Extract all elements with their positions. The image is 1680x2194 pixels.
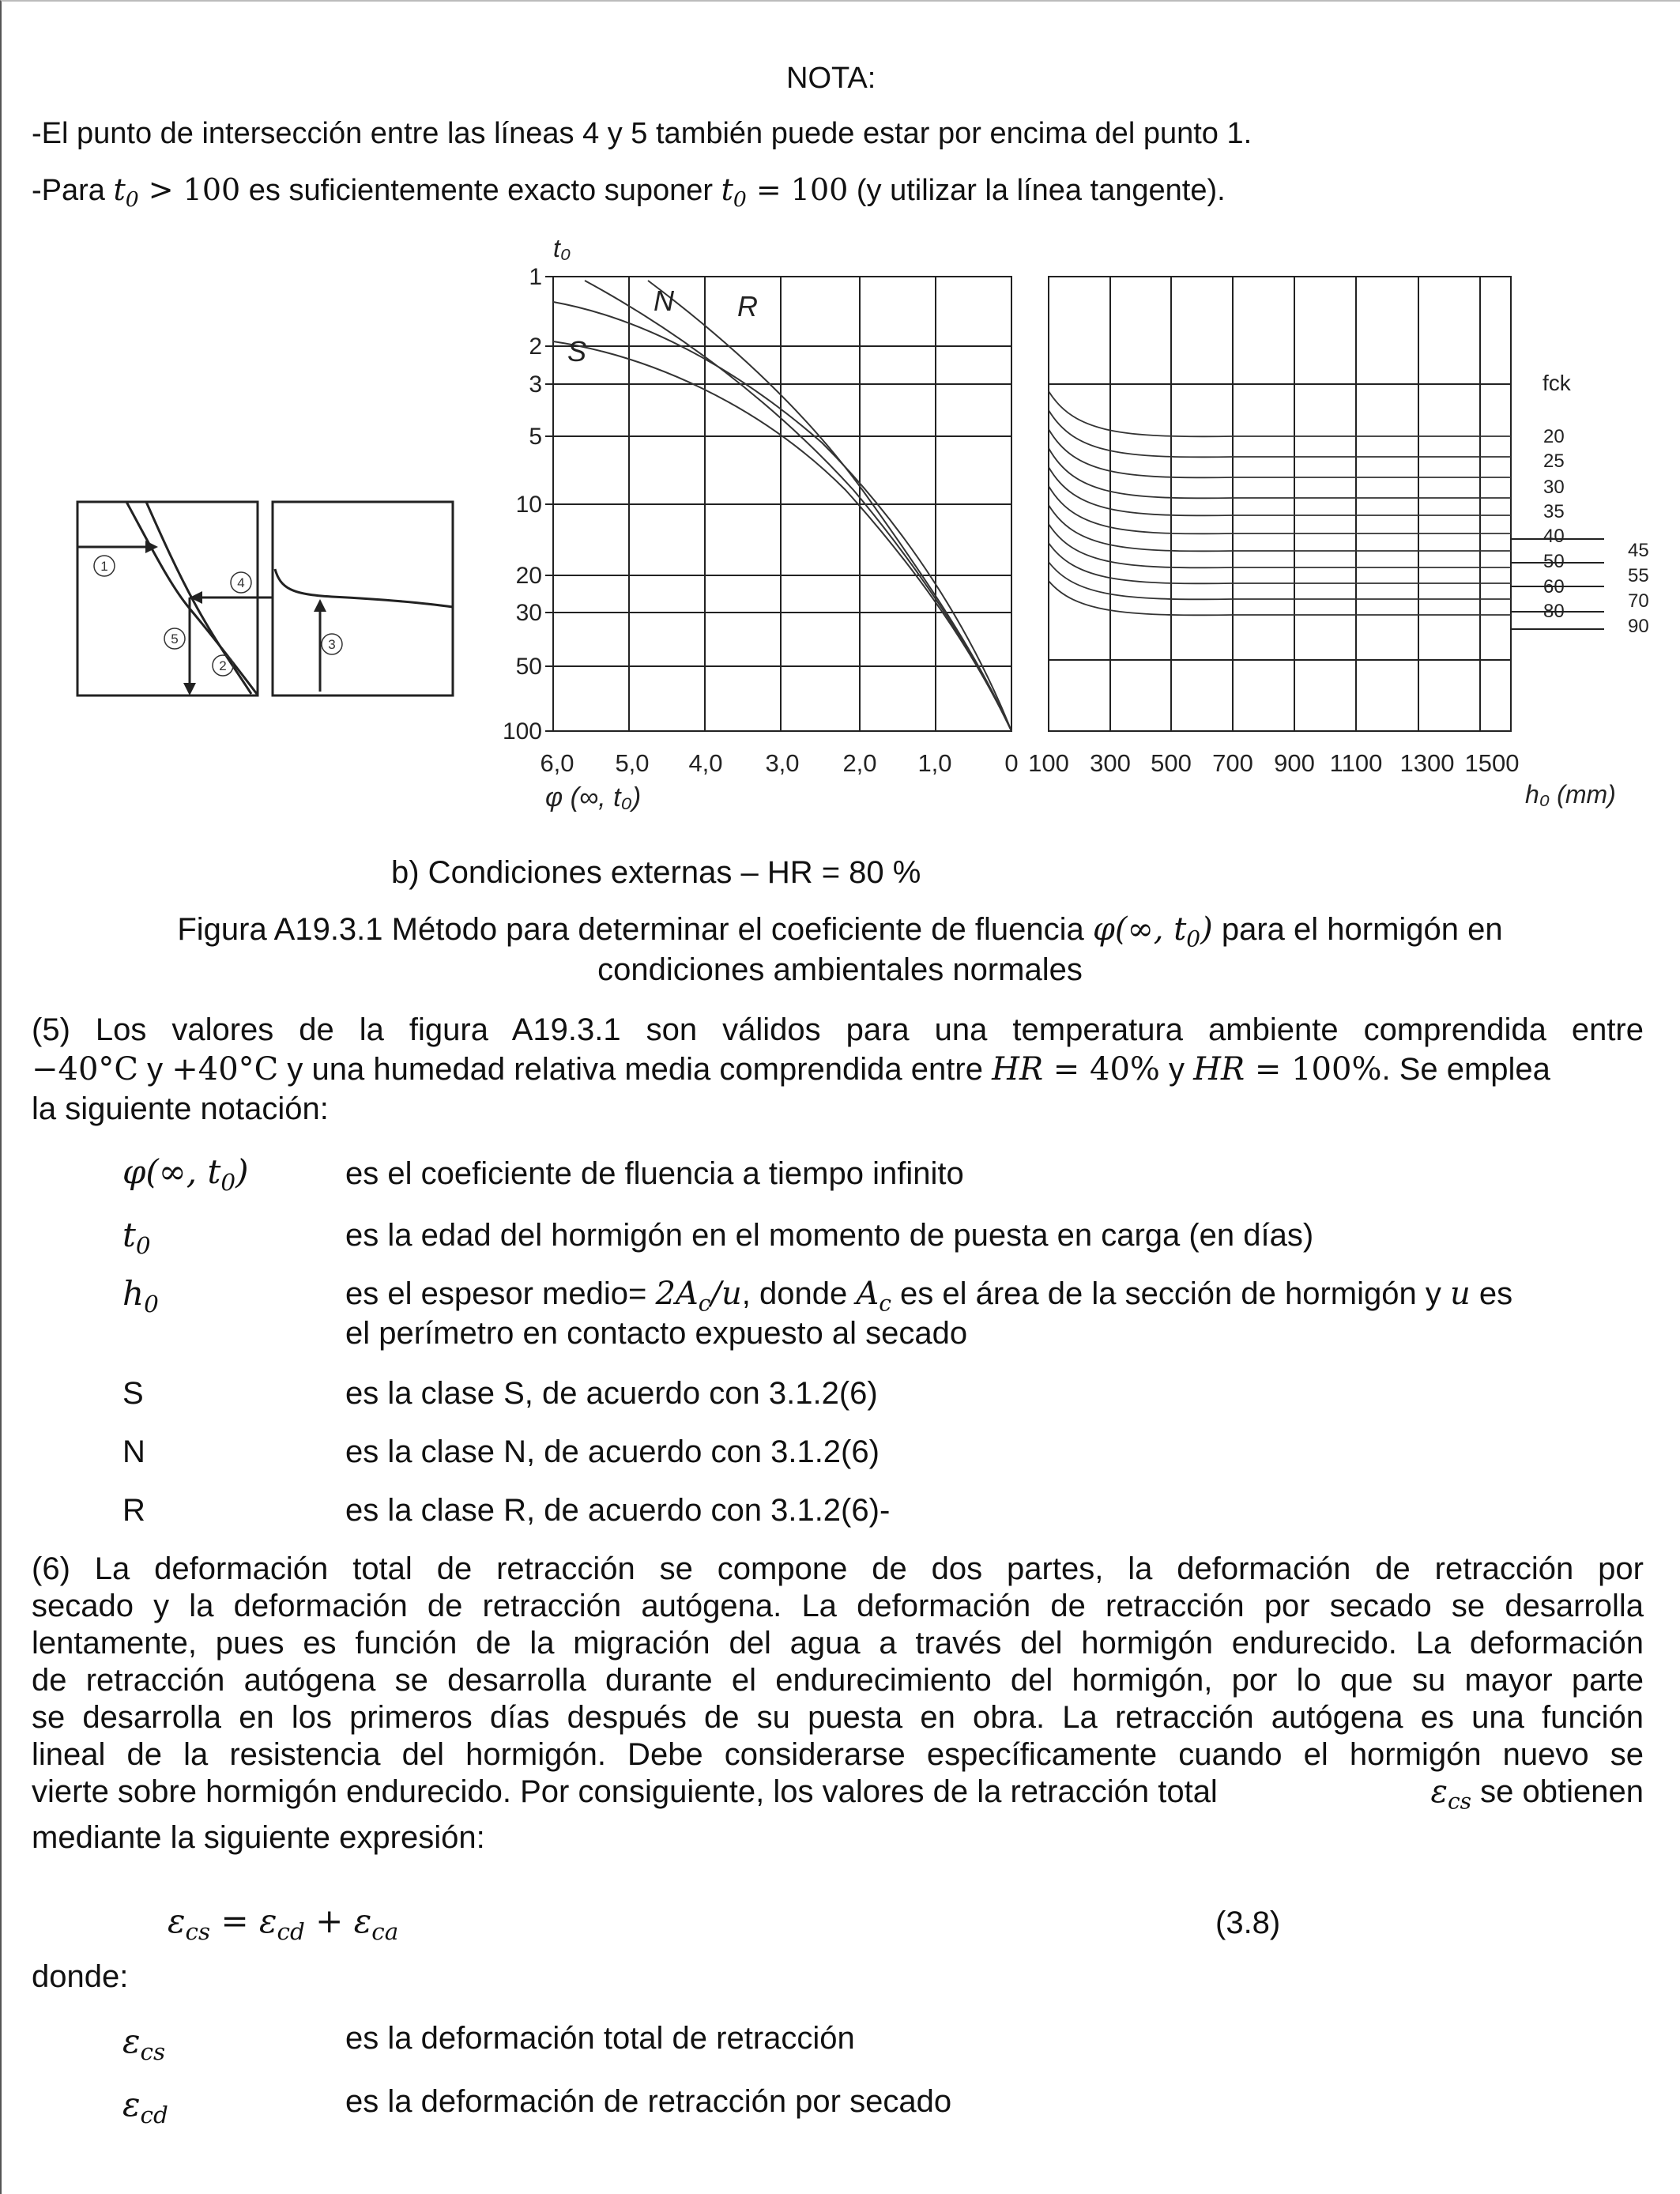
- right-chart-frame: [1049, 277, 1511, 731]
- y-axis-title: t₀: [553, 234, 571, 262]
- x-tick-label: 1,0: [917, 749, 952, 777]
- eps: ε: [353, 1902, 372, 1940]
- sym-sub: 0: [144, 1290, 159, 1318]
- right-chart: [1028, 277, 1649, 809]
- equation-3-8: [168, 1903, 398, 1950]
- def-symbol-h0: [122, 1276, 159, 1322]
- note-title: NOTA:: [786, 62, 876, 95]
- def2-text-ecs: es la deformación total de retracción: [345, 2021, 855, 2056]
- def-text-h0-line-2: el perímetro en contacto expuesto al secado: [345, 1316, 968, 1351]
- math: A: [856, 1276, 880, 1312]
- math-t: t: [113, 172, 126, 207]
- para6-line: lineal de la resistencia del hormigón. Debe considerarse específicamente cuando el hormigón nuevo se: [32, 1737, 1644, 1772]
- para5-line-2: [32, 1051, 1644, 1088]
- schematic-label: 3: [328, 637, 336, 652]
- curve-label: R: [737, 290, 758, 322]
- math-t: t: [721, 172, 733, 207]
- text: y: [1159, 1052, 1194, 1087]
- fck-label: 20: [1543, 426, 1565, 447]
- plus: +: [304, 1902, 354, 1940]
- def-symbol-t0: [122, 1217, 151, 1264]
- curve-n: [585, 281, 1011, 731]
- sym-sub: cs: [140, 2038, 166, 2065]
- math: u: [1449, 1276, 1471, 1312]
- text: vierte sobre hormigón endurecido. Por consiguiente, los valores de la retracción total: [32, 1774, 1218, 1809]
- math-sub: c: [879, 1290, 891, 1317]
- x-tick-label-right: 900: [1274, 749, 1315, 777]
- schematic-label: 5: [171, 631, 179, 647]
- sym-sub: 0: [220, 1168, 236, 1196]
- curve-s: [553, 341, 1011, 731]
- eps-sub: ca: [371, 1917, 399, 1945]
- creep-coefficient-figure: [0, 221, 1680, 846]
- caption-text: Figura A19.3.1 Método para determinar el coeficiente de fluencia: [177, 912, 1093, 947]
- math-eq: = 100: [746, 172, 849, 207]
- para5-line-2-content: [32, 1051, 1550, 1088]
- arrowhead: [183, 683, 196, 696]
- sym: φ(∞, t: [122, 1152, 221, 1191]
- x-axis-title: φ (∞, t₀): [545, 782, 642, 812]
- fck-label-col2: 55: [1628, 565, 1649, 586]
- caption-math-sub: 0: [1186, 925, 1201, 952]
- fck-title: fck: [1543, 371, 1571, 395]
- sym-sub: 0: [135, 1231, 151, 1259]
- math-end: /u: [710, 1276, 742, 1312]
- x-axis-title-right: h₀ (mm): [1525, 780, 1616, 809]
- def-text-r: es la clase R, de acuerdo con 3.1.2(6)-: [345, 1493, 891, 1528]
- def-symbol-r: R: [122, 1493, 145, 1528]
- sym-end: ): [235, 1152, 249, 1191]
- x-tick-label: 0: [1004, 749, 1019, 777]
- eps: ε: [259, 1902, 277, 1940]
- x-tick-label: 4,0: [688, 749, 723, 777]
- math-sub: c: [698, 1290, 711, 1317]
- def-symbol-phi: [122, 1154, 248, 1201]
- caption-math: φ(∞, t: [1092, 911, 1187, 948]
- fck-curve: [1049, 410, 1511, 457]
- arrowhead: [190, 591, 202, 604]
- math-sub: 0: [125, 187, 139, 212]
- para5-line-3: la siguiente notación:: [32, 1091, 329, 1126]
- x-tick-label: 6,0: [540, 749, 574, 777]
- fck-label: 25: [1543, 450, 1565, 472]
- def-symbol-s: S: [122, 1376, 144, 1411]
- sym: t: [122, 1216, 136, 1254]
- text: es: [1470, 1276, 1513, 1311]
- text: es el espesor medio=: [345, 1276, 656, 1311]
- math-value: = 100%: [1245, 1051, 1382, 1088]
- math-value: = 40%: [1043, 1051, 1160, 1088]
- math-temp: −40°C: [32, 1051, 139, 1088]
- def2-symbol-ecs: [122, 2023, 165, 2070]
- para6-line: lentamente, pues es función de la migración del agua a través del hormigón endurecido. La deformación: [32, 1626, 1644, 1661]
- fck-label: 60: [1543, 576, 1565, 598]
- def-text-phi: es el coeficiente de fluencia a tiempo infinito: [345, 1156, 964, 1191]
- text: es el área de la sección de hormigón y: [891, 1276, 1450, 1311]
- math-sub: 0: [733, 187, 747, 212]
- x-tick-label-right: 300: [1090, 749, 1131, 777]
- figure-caption-line-1: [0, 911, 1680, 957]
- fck-curve: [1049, 467, 1511, 515]
- x-tick-label-right: 500: [1151, 749, 1192, 777]
- fck-label: 30: [1543, 477, 1565, 498]
- fck-label: 50: [1543, 551, 1565, 572]
- text: y: [138, 1052, 172, 1087]
- math-hr: HR: [992, 1051, 1044, 1088]
- math-gt: > 100: [138, 172, 241, 207]
- fck-curve: [1049, 581, 1511, 615]
- math-temp: +40°C: [171, 1051, 279, 1088]
- fck-label: 80: [1543, 601, 1565, 622]
- caption-text-b: para el hormigón en: [1212, 912, 1503, 947]
- para6-line: de retracción autógena se desarrolla durante el endurecimiento del hormigón, por lo que su mayor parte: [32, 1663, 1644, 1698]
- curve-label: S: [567, 335, 587, 368]
- y-tick-label: 10: [515, 492, 542, 518]
- x-tick-label-right: 1500: [1464, 749, 1520, 777]
- math: ε: [1430, 1774, 1448, 1810]
- y-tick-label: 20: [515, 563, 542, 589]
- def-symbol-n: N: [122, 1434, 145, 1469]
- fck-label-col2: 70: [1628, 590, 1649, 612]
- text: y una humedad relativa media comprendida entre: [278, 1052, 993, 1087]
- note-line-2-mid: es suficientemente exacto suponer: [240, 174, 721, 207]
- eps-sub: cd: [277, 1917, 305, 1945]
- fck-label: 40: [1543, 526, 1565, 547]
- schematic-label: 1: [100, 559, 108, 574]
- schematic-circles: [94, 556, 342, 676]
- y-tick-label: 1: [529, 264, 542, 290]
- para6-line: [32, 1774, 1644, 1819]
- def-text-n: es la clase N, de acuerdo con 3.1.2(6): [345, 1434, 880, 1469]
- def-text-s: es la clase S, de acuerdo con 3.1.2(6): [345, 1376, 878, 1411]
- eps: ε: [168, 1902, 186, 1940]
- caption-math-end: ): [1200, 911, 1213, 948]
- x-tick-label-right: 1300: [1399, 749, 1455, 777]
- note-line-2-suffix: (y utilizar la línea tangente).: [848, 174, 1226, 207]
- text: . Se emplea: [1381, 1052, 1550, 1087]
- def2-symbol-ecd: [122, 2087, 168, 2133]
- schematic-label: 4: [237, 575, 245, 590]
- y-tick-label: 3: [529, 371, 542, 398]
- x-tick-label: 3,0: [765, 749, 800, 777]
- equals: =: [210, 1902, 259, 1940]
- equation-number: (3.8): [1215, 1906, 1281, 1940]
- text-end: [1431, 1774, 1644, 1819]
- sym: ε: [122, 2022, 141, 2060]
- para6-line: secado y la deformación de retracción autógena. La deformación de retracción por secado se desarrolla: [32, 1589, 1644, 1623]
- para6: [32, 1551, 1644, 1857]
- note-line-1: -El punto de intersección entre las líneas 4 y 5 también puede estar por encima del punto 1.: [32, 117, 1252, 150]
- eps-sub: cs: [185, 1917, 211, 1945]
- def2-text-ecd: es la deformación de retracción por secado: [345, 2084, 952, 2119]
- fck-curve: [1049, 391, 1511, 436]
- text: , donde: [741, 1276, 857, 1311]
- curve-label: N: [654, 285, 674, 317]
- method-schematic: [77, 502, 453, 696]
- math-hr: HR: [1193, 1051, 1245, 1088]
- sym: ε: [122, 2085, 141, 2124]
- text: se obtienen: [1471, 1774, 1644, 1809]
- def-text-t0: es la edad del hormigón en el momento de puesta en carga (en días): [345, 1218, 1314, 1253]
- fck-label-col2: 90: [1628, 616, 1649, 637]
- schematic-label: 2: [219, 658, 227, 673]
- x-tick-label-right: 1100: [1329, 749, 1383, 777]
- y-tick-label: 100: [502, 718, 542, 745]
- schematic-curve-c: [275, 569, 453, 607]
- curve-r: [648, 281, 1011, 731]
- sym: h: [122, 1274, 145, 1313]
- x-tick-label-right: 100: [1028, 749, 1069, 777]
- math: 2A: [655, 1276, 699, 1312]
- donde-label: donde:: [32, 1959, 129, 1994]
- y-tick-label: 50: [515, 654, 542, 680]
- para6-line: mediante la siguiente expresión:: [32, 1820, 485, 1856]
- figure-subcaption: b) Condiciones externas – HR = 80 %: [391, 855, 921, 890]
- para6-line: (6) La deformación total de retracción se compone de dos partes, la deformación de retracción por: [32, 1551, 1644, 1586]
- arrowhead: [145, 541, 158, 553]
- fck-label: 35: [1543, 501, 1565, 522]
- x-tick-label: 5,0: [615, 749, 650, 777]
- math-sub: cs: [1447, 1788, 1472, 1815]
- left-chart: [503, 234, 1019, 812]
- arrowhead: [314, 599, 326, 612]
- y-tick-label: 30: [515, 600, 542, 626]
- x-tick-label: 2,0: [842, 749, 877, 777]
- figure-caption-line-2: condiciones ambientales normales: [597, 952, 1083, 987]
- para6-line: se desarrolla en los primeros días después de su puesta en obra. La retracción autógena es una función: [32, 1700, 1644, 1735]
- note-line-2: [32, 172, 1226, 218]
- y-tick-label: 5: [529, 424, 542, 450]
- sym-sub: cd: [140, 2101, 168, 2128]
- para5-line-1: (5) Los valores de la figura A19.3.1 son válidos para una temperatura ambiente comprendida entre: [32, 1012, 1644, 1047]
- fck-label-col2: 45: [1628, 540, 1649, 561]
- x-tick-label-right: 700: [1212, 749, 1253, 777]
- y-tick-label: 2: [529, 334, 542, 360]
- note-line-2-prefix: -Para: [32, 174, 114, 207]
